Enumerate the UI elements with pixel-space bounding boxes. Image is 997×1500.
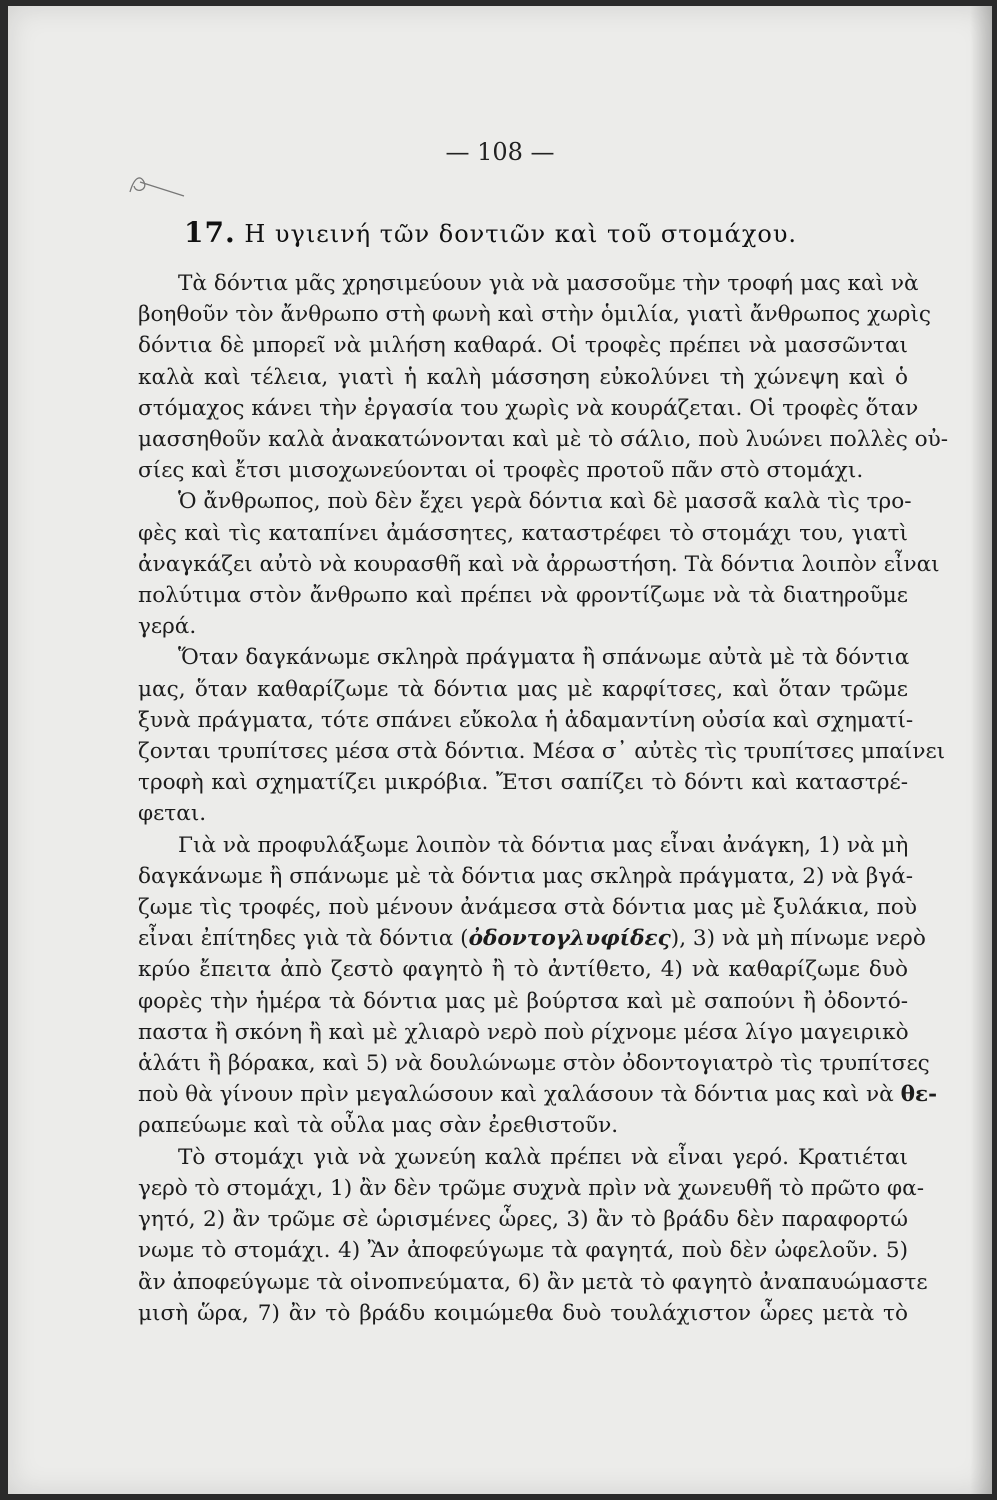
text-line-with-bold: [138, 1079, 938, 1110]
text-line: ἁλάτι ἢ βόρακα, καὶ 5) νὰ δουλώνωμε στὸν ὀδοντογιατρὸ τὶς τρυπίτσες: [138, 1051, 930, 1077]
text-line: παστα ἢ σκόνη ἢ καὶ μὲ χλιαρὸ νερὸ ποὺ ρίχνομε μέσα λίγο μαγειρικὸ: [138, 1019, 909, 1045]
text-line: Ὅταν δαγκάνωμε σκληρὰ πράγματα ἢ σπάνωμε αὐτὰ μὲ τὰ δόντια: [178, 645, 910, 671]
text-line: τροφὴ καὶ σχηματίζει μικρόβια. Ἔτσι σαπίζει τὸ δόντι καὶ καταστρέ-: [138, 770, 908, 796]
text-line: φεται.: [138, 801, 207, 827]
text-line: ζονται τρυπίτσες μέσα στὰ δόντια. Μέσα σ᾽ αὐτὲς τὶς τρυπίτσες μπαίνει: [138, 739, 946, 765]
text-line: βοηθοῦν τὸν ἄνθρωπο στὴ φωνὴ καὶ στὴν ὁμιλία, γιατὶ ἄνθρωπος χωρὶς: [138, 302, 932, 328]
text-line: μας, ὅταν καθαρίζωμε τὰ δόντια μας μὲ καρφίτσες, καὶ ὅταν τρῶμε: [138, 676, 908, 702]
section-title: Η υγιεινή τῶν δοντιῶν καὶ τοῦ στομάχου.: [244, 220, 798, 248]
text-line: καλὰ καὶ τέλεια, γιατὶ ἡ καλὴ μάσσηση εὐκολύνει τὴ χώνεψη καὶ ὁ: [138, 364, 908, 390]
text-line: μασσηθοῦν καλὰ ἀνακατώνονται καὶ μὲ τὸ σάλιο, ποὺ λυώνει πολλὲς οὐ-: [138, 427, 949, 453]
text-line: γερά.: [138, 614, 197, 640]
text-line: ἂν ἀποφεύγωμε τὰ οἰνοπνεύματα, 6) ἂν μετὰ τὸ φαγητὸ ἀναπαυώμαστε: [138, 1269, 928, 1295]
text-fragment: ), 3) νὰ μὴ πίνωμε νερὸ: [670, 926, 926, 952]
body-text: [138, 268, 949, 1329]
text-line: μισὴ ὥρα, 7) ἂν τὸ βράδυ κοιμώμεθα δυὸ τουλάχιστον ὧρες μετὰ τὸ: [138, 1300, 908, 1326]
text-line: ξυνὰ πράγματα, τότε σπάνει εὔκολα ἡ ἀδαμαντίνη οὐσία καὶ σχηματί-: [138, 707, 914, 733]
section-number: 17.: [184, 216, 236, 249]
text-line: γητό, 2) ἂν τρῶμε σὲ ὡρισμένες ὧρες, 3) ἂν τὸ βράδυ δὲν παραφορτώ: [138, 1207, 908, 1233]
text-line: ἀναγκάζει αὐτὸ νὰ κουρασθῆ καὶ νὰ ἀρρωστήση. Τὰ δόντια λοιπὸν εἶναι: [138, 551, 940, 577]
text-line: φορὲς τὴν ἡμέρα τὰ δόντια μας μὲ βούρτσα καὶ μὲ σαπούνι ἢ ὀδοντό-: [138, 988, 908, 1014]
page-edge-shadow: [970, 6, 992, 1494]
text-line: γερὸ τὸ στομάχι, 1) ἂν δὲν τρῶμε συχνὰ πρὶν νὰ χωνευθῆ τὸ πρῶτο φα-: [138, 1175, 925, 1201]
text-line: κρύο ἔπειτα ἀπὸ ζεστὸ φαγητὸ ἢ τὸ ἀντίθετο, 4) νὰ καθαρίζωμε δυὸ: [138, 957, 908, 983]
book-page: [8, 6, 992, 1494]
pencil-mark-icon: [126, 164, 188, 198]
text-line: Ὁ ἄνθρωπος, ποὺ δὲν ἔχει γερὰ δόντια καὶ δὲ μασσᾶ καλὰ τὶς τρο-: [178, 489, 912, 515]
text-line: στόμαχος κάνει τὴν ἐργασία του χωρὶς νὰ κουράζεται. Οἱ τροφὲς ὅταν: [138, 395, 919, 421]
text-line: νωμε τὸ στομάχι. 4) Ἂν ἀποφεύγωμε τὰ φαγητά, ποὺ δὲν ὠφελοῦν. 5): [138, 1238, 908, 1264]
text-line: πολύτιμα στὸν ἄνθρωπο καὶ πρέπει νὰ φροντίζωμε νὰ τὰ διατηροῦμε: [138, 583, 908, 609]
text-line: δόντια δὲ μπορεῖ νὰ μιλήση καθαρά. Οἱ τροφὲς πρέπει νὰ μασσῶνται: [138, 333, 908, 359]
page-number: — 108 —: [445, 138, 555, 166]
section-heading: [184, 216, 884, 249]
text-fragment: ποὺ θὰ γίνουν πρὶν μεγαλώσουν καὶ χαλάσουν τὰ δόντια μας καὶ νὰ: [138, 1082, 901, 1108]
text-line: Τὸ στομάχι γιὰ νὰ χωνεύη καλὰ πρέπει νὰ εἶναι γερό. Κρατιέται: [178, 1144, 908, 1170]
text-fragment: εἶναι ἐπίτηδες γιὰ τὰ δόντια (: [138, 926, 469, 952]
text-line: φὲς καὶ τὶς καταπίνει ἀμάσσητες, καταστρέφει τὸ στομάχι του, γιατὶ: [138, 520, 908, 546]
text-line: ζωμε τὶς τροφές, ποὺ μένουν ἀνάμεσα στὰ δόντια μας μὲ ξυλάκια, ποὺ: [138, 895, 917, 921]
text-line: σίες καὶ ἔτσι μισοχωνεύονται οἱ τροφὲς προτοῦ πᾶν στὸ στομάχι.: [138, 458, 864, 484]
text-line-with-term: [138, 923, 926, 954]
text-line: Γιὰ νὰ προφυλάξωμε λοιπὸν τὰ δόντια μας εἶναι ἀνάγκη, 1) νὰ μὴ: [178, 832, 909, 858]
bold-fragment: θε-: [900, 1082, 938, 1108]
bold-term: ὀδοντογλυφίδες: [468, 926, 671, 952]
text-line: δαγκάνωμε ἢ σπάνωμε μὲ τὰ δόντια μας σκληρὰ πράγματα, 2) νὰ βγά-: [138, 863, 914, 889]
text-line: ραπεύωμε καὶ τὰ οὖλα μας σὰν ἐρεθιστοῦν.: [138, 1113, 619, 1139]
text-line: Τὰ δόντια μᾶς χρησιμεύουν γιὰ νὰ μασσοῦμε τὴν τροφή μας καὶ νὰ: [178, 271, 919, 296]
